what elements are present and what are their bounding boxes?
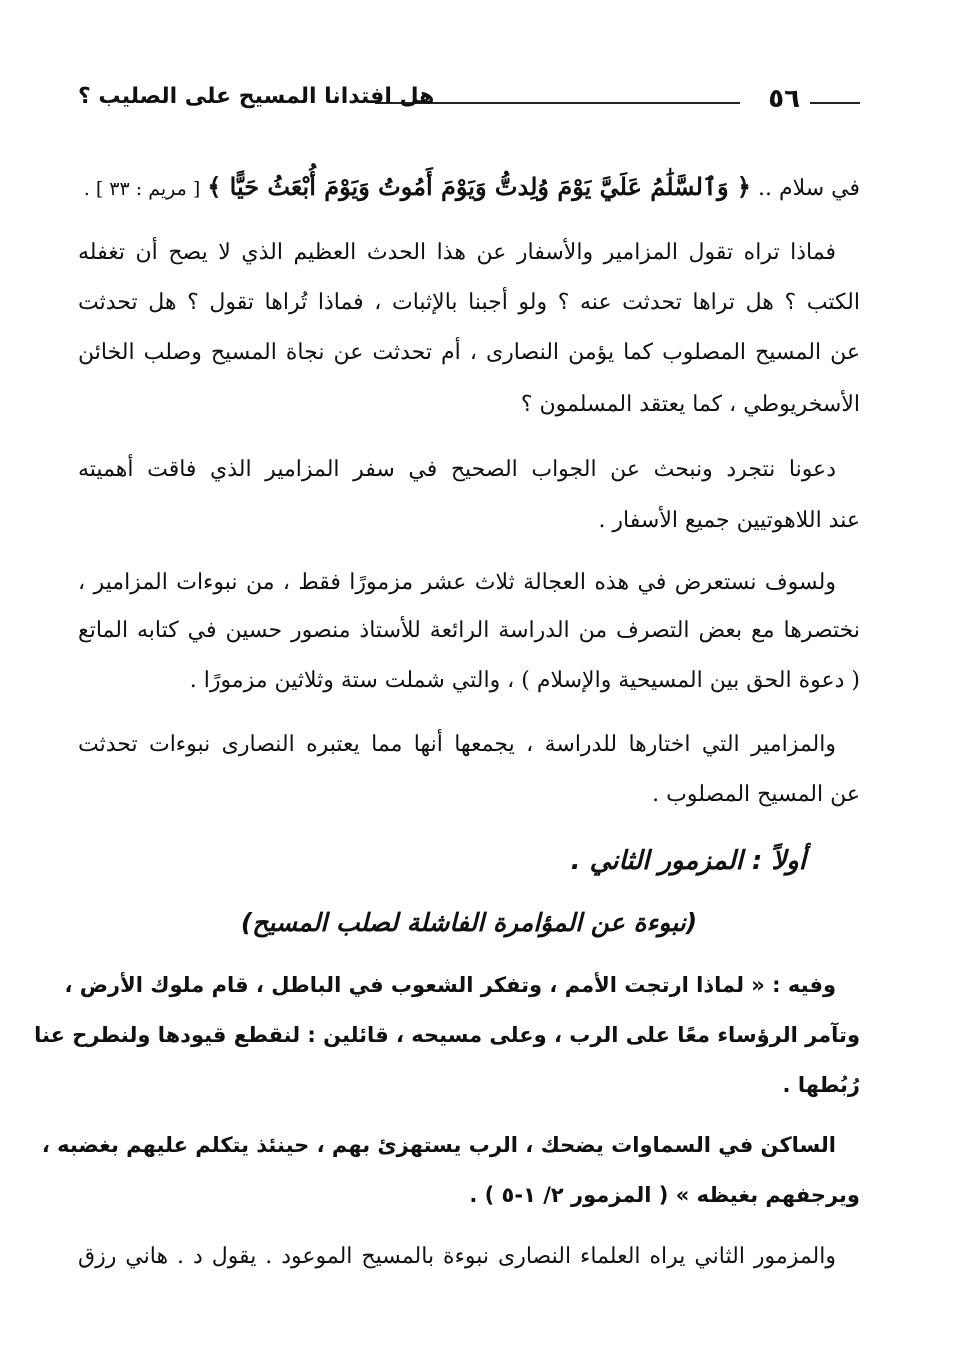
para3-line2: نختصرها مع بعض التصرف من الدراسة الرائعة للأستاذ منصور حسين في كتابه الماتع <box>78 618 860 643</box>
sub-heading: (نبوءة عن المؤامرة الفاشلة لصلب المسيح) <box>240 908 698 937</box>
para5-line1: وفيه : « لماذا ارتجت الأمم ، وتفكر الشعوب في الباطل ، قام ملوك الأرض ، <box>64 973 836 997</box>
para1-line4: الأسخريوطي ، كما يعتقد المسلمون ؟ <box>520 392 860 417</box>
para5-line2: وتآمر الرؤساء معًا على الرب ، وعلى مسيحه ، قائلين : لنقطع قيودها ولنطرح عنا <box>34 1023 860 1047</box>
para2-line1: دعونا نتجرد ونبحث عن الجواب الصحيح في سفر المزامير الذي فاقت أهميته <box>78 457 836 482</box>
running-title: هل افتدانا المسيح على الصليب ؟ <box>78 84 435 109</box>
para2-line2: عند اللاهوتيين جميع الأسفار . <box>598 508 860 533</box>
page-number: ٥٦ <box>768 84 800 114</box>
para5-line3: رُبُطها . <box>782 1073 860 1097</box>
section-heading: أولاً : المزمور الثاني . <box>570 846 806 876</box>
para1-line1: فماذا تراه تقول المزامير والأسفار عن هذا الحدث العظيم الذي لا يصح أن تغفله <box>78 240 836 265</box>
para7-line1: والمزمور الثاني يراه العلماء النصارى نبوءة بالمسيح الموعود . يقول د . هاني رزق <box>78 1244 836 1269</box>
page-header <box>78 80 860 116</box>
header-rule-right <box>810 102 860 104</box>
para4-line2: عن المسيح المصلوب . <box>652 782 860 807</box>
verse-prefix: في سلام .. <box>757 176 860 201</box>
para1-line2: الكتب ؟ هل تراها تحدثت عنه ؟ ولو أجبنا بالإثبات ، فماذا تُراها تقول ؟ هل تحدثت <box>78 290 860 315</box>
para4-line1: والمزامير التي اختارها للدراسة ، يجمعها أنها مما يعتبره النصارى نبوءات تحدثت <box>78 732 836 757</box>
quran-verse: ﴿ وَٱلسَّلَٰمُ عَلَيَّ يَوْمَ وُلِدتُّ وَيَوْمَ أَمُوتُ وَيَوْمَ أُبْعَثُ حَيًّا ﴾ <box>207 172 751 201</box>
verse-line <box>83 172 860 204</box>
para3-line1: ولسوف نستعرض في هذه العجالة ثلاث عشر مزمورًا فقط ، من نبوءات المزامير ، <box>78 570 836 595</box>
para6-line2: ويرجفهم بغيظه » ( المزمور ٢/ ١-٥ ) . <box>469 1183 860 1207</box>
para1-line3: عن المسيح المصلوب كما يؤمن النصارى ، أم تحدثت عن نجاة المسيح وصلب الخائن <box>78 340 860 365</box>
verse-citation: [ مريم : ٣٣ ] . <box>83 178 201 200</box>
para3-line3: ( دعوة الحق بين المسيحية والإسلام ) ، والتي شملت ستة وثلاثين مزمورًا . <box>189 668 860 693</box>
para6-line1: الساكن في السماوات يضحك ، الرب يستهزئ بهم ، حينئذ يتكلم عليهم بغضبه ، <box>41 1133 836 1157</box>
